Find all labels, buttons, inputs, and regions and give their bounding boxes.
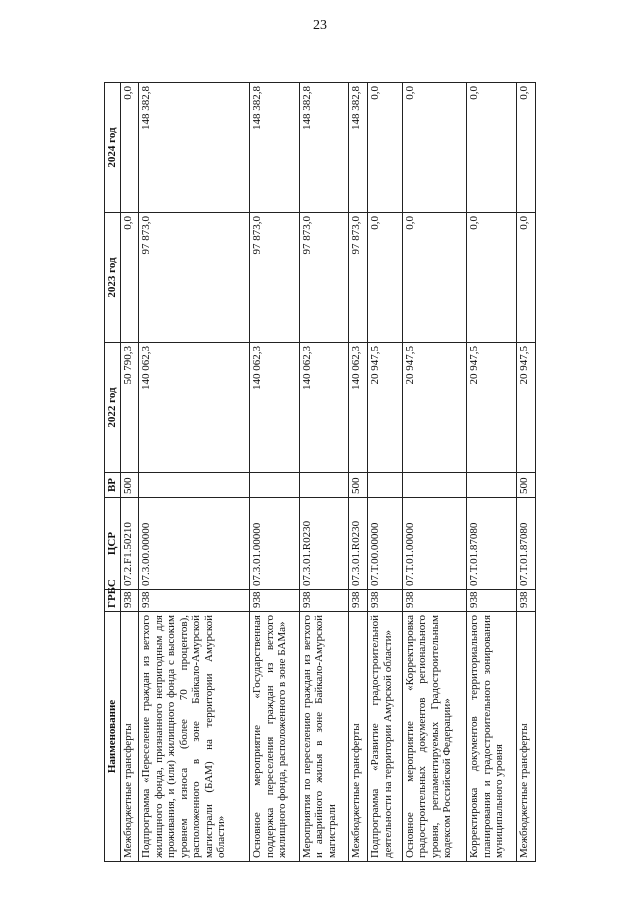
- cell-vr: 500: [517, 473, 536, 498]
- cell-y2024: 148 382,8: [299, 83, 349, 213]
- cell-y2024: 0,0: [467, 83, 517, 213]
- cell-grbs: 938: [349, 590, 368, 612]
- header-name: Наименование: [105, 612, 121, 862]
- cell-y2022: 20 947,5: [368, 343, 402, 473]
- table-row: [402, 83, 467, 862]
- cell-csr: 07.3.00.00000: [139, 498, 250, 590]
- cell-name: Подпрограмма «Развитие градостроительной деятельности на территории Амурской области»: [368, 612, 402, 862]
- cell-grbs: 938: [120, 590, 139, 612]
- cell-y2022: 20 947,5: [402, 343, 467, 473]
- header-grbs: ГРБС: [105, 590, 121, 612]
- cell-y2022: 140 062,3: [299, 343, 349, 473]
- cell-vr: 500: [120, 473, 139, 498]
- cell-name: Подпрограмма «Переселение граждан из ветхого жилищного фонда, признанного непригодным для проживания, и (или) жилищного фонда с высоким уровнем износа (более 70 процентов), расположенного в зоне Байкало-Амурской магистрали (БАМ) на территории Амурской области»: [139, 612, 250, 862]
- cell-y2024: 0,0: [517, 83, 536, 213]
- cell-name: Корректировка документов территориального планирования и градостроительного зонирования муниципального уровня: [467, 612, 517, 862]
- table-row: [368, 83, 402, 862]
- header-2022: 2022 год: [105, 343, 121, 473]
- cell-grbs: 938: [139, 590, 250, 612]
- header-vr: ВР: [105, 473, 121, 498]
- cell-name: Основное мероприятие «Государственная поддержка переселения граждан из ветхого жилищного фонда, расположенного в зоне БАМа»: [250, 612, 300, 862]
- cell-y2024: 148 382,8: [349, 83, 368, 213]
- cell-vr: [467, 473, 517, 498]
- cell-vr: [299, 473, 349, 498]
- cell-y2022: 140 062,3: [250, 343, 300, 473]
- cell-csr: 07.3.01.R0230: [299, 498, 349, 590]
- cell-y2023: 97 873,0: [349, 213, 368, 343]
- table-row: [299, 83, 349, 862]
- cell-csr: 07.Т.01.87080: [467, 498, 517, 590]
- table-row: [120, 83, 139, 862]
- cell-y2023: 97 873,0: [299, 213, 349, 343]
- cell-y2024: 148 382,8: [250, 83, 300, 213]
- cell-csr: 07.3.01.00000: [250, 498, 300, 590]
- cell-grbs: 938: [368, 590, 402, 612]
- rotated-table-container: [104, 82, 536, 862]
- cell-csr: 07.Т.01.00000: [402, 498, 467, 590]
- cell-vr: [139, 473, 250, 498]
- cell-vr: [402, 473, 467, 498]
- cell-y2022: 20 947,5: [517, 343, 536, 473]
- cell-csr: 07.Т.00.00000: [368, 498, 402, 590]
- cell-y2023: 0,0: [467, 213, 517, 343]
- cell-vr: [250, 473, 300, 498]
- table-row: [467, 83, 517, 862]
- cell-grbs: 938: [467, 590, 517, 612]
- cell-csr: 07.3.01.R0230: [349, 498, 368, 590]
- cell-vr: [368, 473, 402, 498]
- cell-y2022: 20 947,5: [467, 343, 517, 473]
- header-2023: 2023 год: [105, 213, 121, 343]
- table-row: [349, 83, 368, 862]
- table-row: [517, 83, 536, 862]
- budget-table: [104, 82, 536, 862]
- cell-y2024: 0,0: [120, 83, 139, 213]
- cell-name: Основное мероприятие «Корректировка градостроительных документов регионального уровня, регламентируемых Градостроительным кодексом Российской Федерации»: [402, 612, 467, 862]
- cell-grbs: 938: [250, 590, 300, 612]
- cell-name: Межбюджетные трансферты: [349, 612, 368, 862]
- page-number: 23: [313, 18, 327, 33]
- cell-y2023: 0,0: [517, 213, 536, 343]
- cell-csr: 07.2.F1.50210: [120, 498, 139, 590]
- cell-y2023: 0,0: [402, 213, 467, 343]
- cell-y2022: 50 790,3: [120, 343, 139, 473]
- cell-y2024: 0,0: [368, 83, 402, 213]
- cell-y2024: 148 382,8: [139, 83, 250, 213]
- cell-y2023: 0,0: [120, 213, 139, 343]
- table-row: [139, 83, 250, 862]
- cell-y2022: 140 062,3: [139, 343, 250, 473]
- cell-y2023: 0,0: [368, 213, 402, 343]
- cell-grbs: 938: [402, 590, 467, 612]
- cell-grbs: 938: [299, 590, 349, 612]
- cell-y2024: 0,0: [402, 83, 467, 213]
- cell-vr: 500: [349, 473, 368, 498]
- table-row: [250, 83, 300, 862]
- header-csr: ЦСР: [105, 498, 121, 590]
- cell-y2023: 97 873,0: [250, 213, 300, 343]
- cell-name: Межбюджетные трансферты: [120, 612, 139, 862]
- cell-y2022: 140 062,3: [349, 343, 368, 473]
- cell-name: Мероприятия по переселению граждан из ветхого и аварийного жилья в зоне Байкало-Амурской магистрали: [299, 612, 349, 862]
- cell-grbs: 938: [517, 590, 536, 612]
- table-header-row: [105, 83, 121, 862]
- cell-name: Межбюджетные трансферты: [517, 612, 536, 862]
- cell-csr: 07.Т.01.87080: [517, 498, 536, 590]
- header-2024: 2024 год: [105, 83, 121, 213]
- cell-y2023: 97 873,0: [139, 213, 250, 343]
